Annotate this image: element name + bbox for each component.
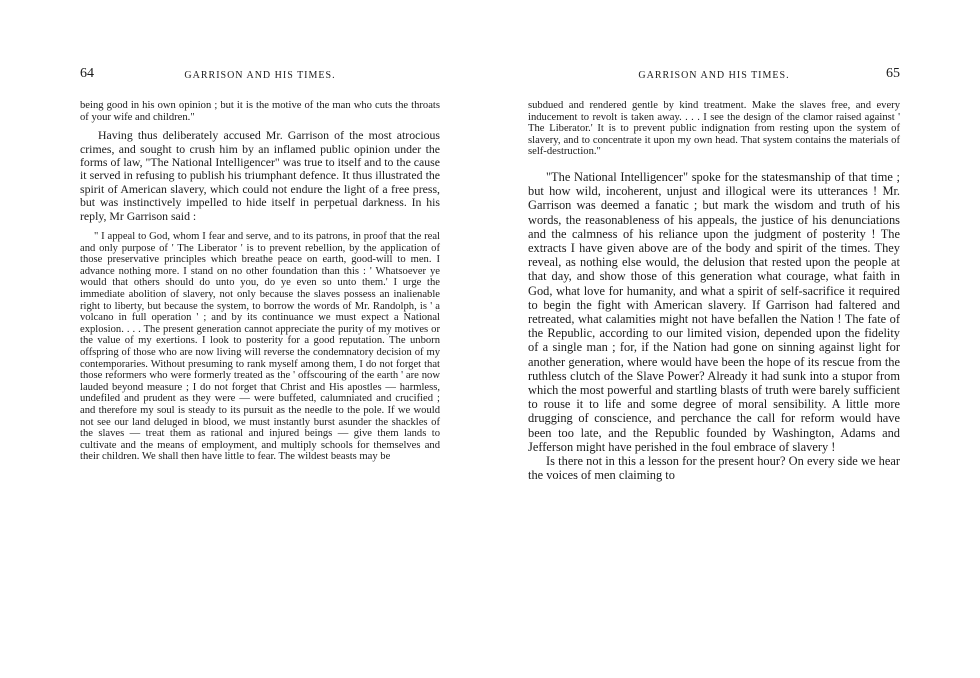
left-page — [80, 0, 440, 678]
left-page-body — [80, 100, 440, 463]
paragraph: Is there not in this a lesson for the present hour? On every side we hear the voices of men claiming to — [528, 454, 900, 483]
right-page — [528, 0, 900, 678]
right-page-body — [528, 100, 900, 482]
left-page-header — [80, 66, 440, 100]
page-number: 64 — [80, 66, 94, 81]
paragraph: being good in his own opinion ; but it is the motive of the man who cuts the throats of your wife and children." — [80, 100, 440, 123]
paragraph: "The National Intelligencer" spoke for the statesmanship of that time ; but how wild, incoherent, unjust and illogical were its utterances ! Mr. Garrison was deemed a fanatic ; but mark the wisdom and truth of his words, the reasonableness of his appeals, the justice of his denunciations and the calmness of his reliance upon the judgment of posterity ! The extracts I have given above are of the body and spirit of the times. They reveal, as nothing else would, the delusion that rested upon the people at that day, and show those of this generation what courage, what faith in God, what love for humanity, and what a spirit of self-sacrifice it required to begin the fight with American slavery. If Garrison had faltered and retreated, what calamities might not have befallen the Nation ! The fate of the Republic, according to our limited vision, depended upon the fidelity of a single man ; for, if the Nation had gone on sinning against light for another generation, where would have been the hope of its rescue from the ruthless clutch of the Slave Power? Already it had sunk into a stupor from which the most powerful and startling blasts of truth were barely sufficient to rouse it to life and some degree of moral sensibility. A little more drugging of conscience, and perchance the call for reform would have been too late, and the Republic founded by Washington, Adams and Jefferson might have perished in the foul embrace of slavery ! — [528, 169, 900, 454]
running-head: GARRISON AND HIS TIMES. — [638, 70, 790, 81]
right-page-header — [528, 66, 900, 100]
running-head: GARRISON AND HIS TIMES. — [184, 70, 336, 81]
block-quote: " I appeal to God, whom I fear and serve, and to its patrons, in proof that the real and only purpose of ' The Liberator ' is to prevent rebellion, by the application of those preservative principles which breathe peace on earth, good-will to men. I advance nothing more. I stand on no other foundation than this : ' Whatsoever ye would that others should do unto you, do ye even so unto them.' I urge the immediate abolition of slavery, not only because the slaves possess an inalienable right to liberty, but because the system, to borrow the words of Mr. Randolph, is ' a volcano in full operation ' ; and by its continuance we must expect a National explosion. . . . The present generation cannot appreciate the purity of my motives or the value of my exertions. I look to posterity for a good reputation. The unborn offspring of those who are now living will reverse the condemnatory decision of my contemporaries. Without presuming to rank myself among them, I do not forget that those reformers who were formerly treated as the ' offscouring of the earth ' are now lauded beyond measure ; I do not forget that Christ and His apostles — harmless, undefiled and prudent as they were — were buffeted, calumniated and crucified ; and therefore my soul is steady to its pursuit as the needle to the pole. If we would not see our land deluged in blood, we must instantly burst asunder the shackles of the slaves — treat them as rational and injured beings — give them lands to cultivate and the means of employment, and multiply schools for themselves and their children. We shall then have little to fear. The wildest beasts may be — [80, 231, 440, 463]
paragraph: Having thus deliberately accused Mr. Garrison of the most atrocious crimes, and sought to crush him by an inflamed public opinion under the forms of law, "The National Intelligencer" was true to itself and to the cause it served in refusing to publish his triumphant defence. It thus illustrated the spirit of American slavery, which could not endure the light of a free press, but was instinctively impelled to hide itself in perpetual darkness. In his reply, Mr Garrison said : — [80, 128, 440, 223]
block-quote-end: subdued and rendered gentle by kind treatment. Make the slaves free, and every inducement to revolt is taken away. . . . I see the design of the clamor raised against ' The Liberator.' It is to prevent public indignation from resting upon the system of slavery, and to concentrate it upon my own head. That system contains the materials of self-destruction." — [528, 100, 900, 158]
page-number: 65 — [886, 66, 900, 81]
